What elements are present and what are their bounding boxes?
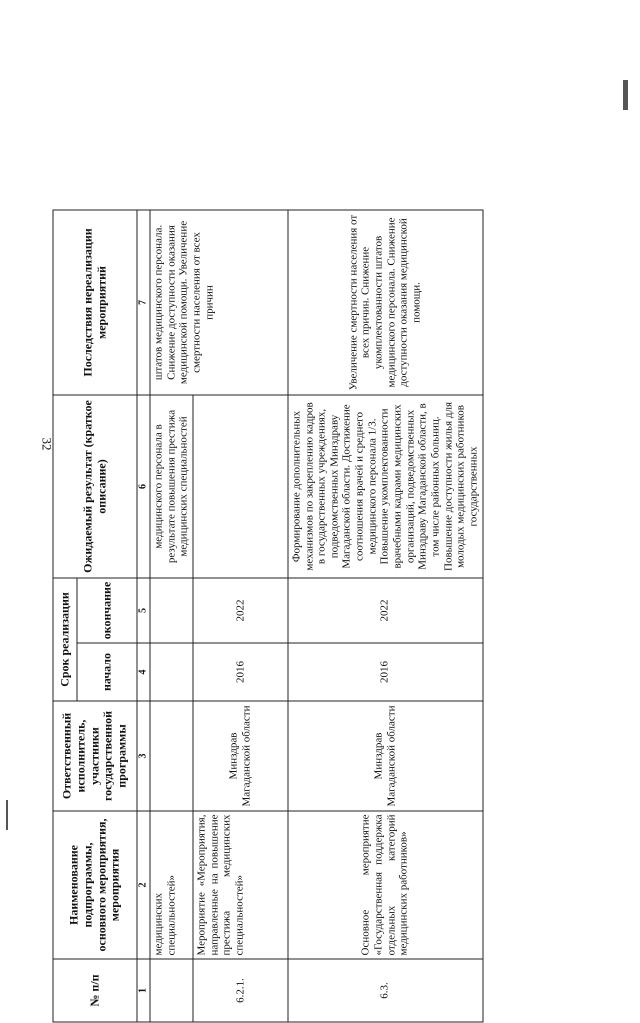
header-period: Срок реализации — [53, 578, 77, 701]
scan-mark — [623, 80, 628, 110]
row-end: 2022 — [288, 578, 483, 643]
page-number: 32 — [39, 437, 55, 451]
header-result: Ожидаемый результат (краткое описание) — [53, 395, 137, 578]
row-start: 2016 — [193, 643, 288, 701]
row-consequences: Увеличение смертности населения от всех причин. Снижение укомплектованности штатов медицинского персонала. Снижение доступности оказания медицинской помощи. — [288, 210, 483, 395]
row-name: медицинских специальностей» — [150, 811, 193, 959]
header-start: начало — [77, 643, 137, 701]
header-num: № п/п — [53, 959, 137, 1022]
header-responsible: Ответственный исполнитель, участники государственной программы — [53, 701, 137, 811]
row-num: 6.3. — [288, 959, 483, 1022]
row-start: 2016 — [288, 643, 483, 701]
scan-mark-left — [6, 800, 8, 830]
row-result — [193, 395, 288, 578]
col-number: 3 — [137, 701, 150, 811]
row-num — [150, 959, 193, 1022]
header-end: окончание — [77, 578, 137, 643]
row-num: 6.2.1. — [193, 959, 288, 1022]
header-name: Наименование подпрограммы, основного мероприятия, мероприятия — [53, 811, 137, 959]
row-end: 2022 — [193, 578, 288, 643]
col-number: 5 — [137, 578, 150, 643]
row-result: медицинского персонала в результате повышения престижа медицинских специальностей — [150, 395, 193, 578]
table-row — [288, 210, 483, 1022]
row-consequences: штатов медицинского персонала. Снижение доступности оказания медицинской помощи. Увеличение смертности населения от всех причин — [150, 210, 288, 395]
row-responsible: Минздрав Магаданской области — [288, 701, 483, 811]
row-responsible — [150, 701, 193, 811]
table-row — [150, 210, 193, 1022]
row-result: Формирование дополнительных механизмов по закреплению кадров в государственных учреждениях, подведомственных Минздраву Магаданской области. Достижение соотношения врачей и среднего медицинского персонала 1/3. Повышение укомплектованности врачебными кадрами медицинских организаций, подведомственных Минздраву Магаданской области, в том числе районных больниц. Повышение доступности жилья для молодых медицинских работников государственных — [288, 395, 483, 578]
row-responsible: Минздрав Магаданской области — [193, 701, 288, 811]
col-number: 4 — [137, 643, 150, 701]
row-start — [150, 643, 193, 701]
row-name: Мероприятие «Мероприятия, направленные на повышение престижа медицинских специальностей» — [193, 811, 288, 959]
row-name: Основное мероприятие «Государственная поддержка отдельных категорий медицинских работников» — [288, 811, 483, 959]
col-number: 7 — [137, 210, 150, 395]
col-number: 6 — [137, 395, 150, 578]
header-consequences: Последствия нереализации мероприятий — [53, 210, 137, 395]
rotated-table-container — [53, 211, 478, 1023]
col-number: 1 — [137, 959, 150, 1022]
col-number: 2 — [137, 811, 150, 959]
row-end — [150, 578, 193, 643]
measures-table — [53, 209, 484, 1022]
